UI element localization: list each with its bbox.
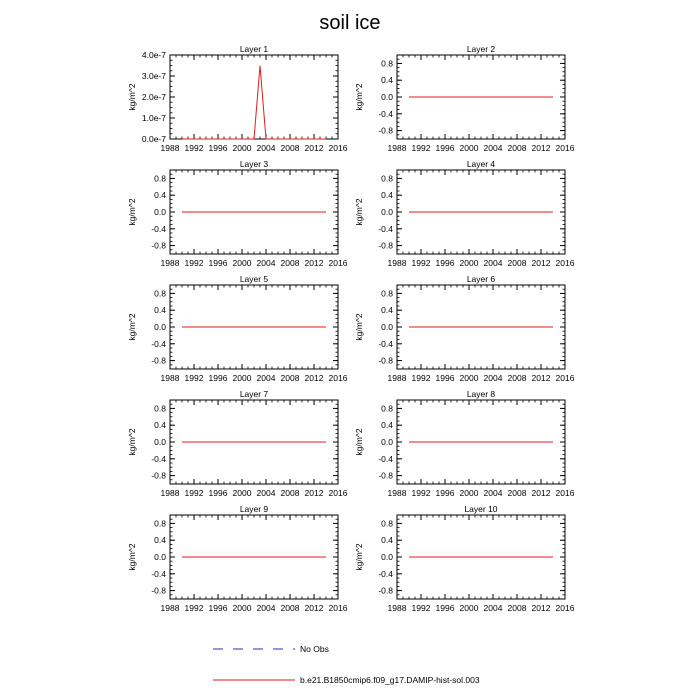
x-tick-label: 2004 xyxy=(256,373,276,383)
y-tick-label: -0.4 xyxy=(151,223,166,234)
x-tick-label: 2000 xyxy=(232,258,252,268)
panel-7 xyxy=(127,389,348,498)
legend xyxy=(213,644,480,685)
y-tick-label: -0.4 xyxy=(378,108,393,119)
x-tick-label: 2012 xyxy=(304,603,324,613)
panel-10 xyxy=(354,504,575,613)
x-tick-label: 1988 xyxy=(387,603,407,613)
x-tick-label: 1996 xyxy=(208,603,228,613)
x-tick-label: 2000 xyxy=(232,373,252,383)
x-tick-label: 2016 xyxy=(555,143,575,153)
x-tick-label: 2016 xyxy=(328,488,348,498)
x-tick-label: 2016 xyxy=(328,603,348,613)
x-tick-label: 2004 xyxy=(256,143,276,153)
y-tick-label: -0.8 xyxy=(378,355,393,366)
x-tick-label: 2000 xyxy=(459,373,479,383)
y-tick-label: 0.0 xyxy=(381,552,393,562)
panel-title: Layer 5 xyxy=(239,274,269,284)
x-tick-label: 2008 xyxy=(280,373,300,383)
x-tick-label: 2008 xyxy=(280,258,300,268)
y-tick-label: 0.0 xyxy=(154,552,166,562)
x-tick-label: 1992 xyxy=(184,603,204,613)
y-tick-label: 0.0 xyxy=(154,437,166,447)
panel-4 xyxy=(354,159,575,268)
y-tick-label: 0.0 xyxy=(381,322,393,332)
x-tick-label: 2012 xyxy=(304,143,324,153)
x-tick-label: 1992 xyxy=(411,488,431,498)
panel-title: Layer 7 xyxy=(239,389,269,399)
y-tick-label: 0.0 xyxy=(154,207,166,217)
panel-8 xyxy=(354,389,575,498)
x-tick-label: 2004 xyxy=(483,258,503,268)
y-tick-label: 0.0 xyxy=(381,92,393,102)
y-tick-label: 0.8 xyxy=(381,518,393,529)
x-tick-label: 2000 xyxy=(459,603,479,613)
y-tick-label: 0.4 xyxy=(381,305,393,316)
x-tick-label: 2008 xyxy=(507,488,527,498)
x-tick-label: 1992 xyxy=(411,373,431,383)
y-axis-label: kg/m^2 xyxy=(354,313,364,341)
panel-5 xyxy=(127,274,348,383)
x-tick-label: 1996 xyxy=(208,373,228,383)
y-axis-label: kg/m^2 xyxy=(354,198,364,226)
panel-3 xyxy=(127,159,348,268)
model-series-line xyxy=(182,66,326,140)
y-axis-label: kg/m^2 xyxy=(127,313,137,341)
y-tick-label: 0.8 xyxy=(154,403,166,414)
y-tick-label: -0.8 xyxy=(151,240,166,251)
x-tick-label: 1996 xyxy=(435,373,455,383)
panel-9 xyxy=(127,504,348,613)
x-tick-label: 2004 xyxy=(256,488,276,498)
x-tick-label: 1996 xyxy=(208,258,228,268)
x-tick-label: 1988 xyxy=(387,258,407,268)
y-tick-label: -0.4 xyxy=(378,223,393,234)
x-tick-label: 2000 xyxy=(459,143,479,153)
y-tick-label: 0.0 xyxy=(381,437,393,447)
x-tick-label: 1988 xyxy=(160,143,180,153)
y-tick-label: 4.0e-7 xyxy=(141,50,166,60)
panel-title: Layer 1 xyxy=(239,44,269,54)
x-tick-label: 1988 xyxy=(160,603,180,613)
x-tick-label: 1992 xyxy=(184,258,204,268)
y-tick-label: -0.8 xyxy=(151,470,166,481)
x-tick-label: 2012 xyxy=(304,258,324,268)
x-tick-label: 2008 xyxy=(507,258,527,268)
y-tick-label: -0.4 xyxy=(151,568,166,579)
y-tick-label: 0.4 xyxy=(381,190,393,201)
x-tick-label: 2000 xyxy=(232,488,252,498)
y-tick-label: 0.0 xyxy=(381,207,393,217)
x-tick-label: 1988 xyxy=(387,488,407,498)
x-tick-label: 2000 xyxy=(459,488,479,498)
y-tick-label: -0.4 xyxy=(151,338,166,349)
y-tick-label: 0.4 xyxy=(154,420,166,431)
panel-title: Layer 2 xyxy=(466,44,496,54)
x-tick-label: 1992 xyxy=(184,488,204,498)
y-tick-label: 0.8 xyxy=(381,173,393,184)
y-tick-label: 0.8 xyxy=(381,58,393,69)
y-tick-label: -0.8 xyxy=(378,240,393,251)
y-tick-label: -0.4 xyxy=(378,338,393,349)
x-tick-label: 2016 xyxy=(328,258,348,268)
x-tick-label: 2004 xyxy=(483,373,503,383)
x-tick-label: 2012 xyxy=(531,603,551,613)
x-tick-label: 2004 xyxy=(256,603,276,613)
x-tick-label: 2000 xyxy=(232,143,252,153)
x-tick-label: 2008 xyxy=(280,143,300,153)
y-axis-label: kg/m^2 xyxy=(354,543,364,571)
x-tick-label: 1992 xyxy=(411,258,431,268)
x-tick-label: 1988 xyxy=(387,373,407,383)
x-tick-label: 2012 xyxy=(304,488,324,498)
x-tick-label: 1996 xyxy=(435,143,455,153)
x-tick-label: 2012 xyxy=(531,258,551,268)
y-tick-label: 0.8 xyxy=(381,403,393,414)
y-tick-label: -0.8 xyxy=(378,125,393,136)
x-tick-label: 1996 xyxy=(435,488,455,498)
x-tick-label: 1988 xyxy=(160,373,180,383)
y-axis-label: kg/m^2 xyxy=(354,83,364,111)
y-tick-label: 0.4 xyxy=(381,420,393,431)
x-tick-label: 1992 xyxy=(184,373,204,383)
x-tick-label: 2004 xyxy=(256,258,276,268)
y-tick-label: -0.4 xyxy=(378,568,393,579)
y-axis-label: kg/m^2 xyxy=(127,428,137,456)
x-tick-label: 2008 xyxy=(280,603,300,613)
x-tick-label: 2008 xyxy=(507,373,527,383)
x-tick-label: 2016 xyxy=(555,603,575,613)
x-tick-label: 2000 xyxy=(459,258,479,268)
panel-title: Layer 4 xyxy=(466,159,496,169)
y-tick-label: 0.0e-7 xyxy=(141,134,166,144)
x-tick-label: 2012 xyxy=(531,143,551,153)
y-tick-label: 0.8 xyxy=(154,288,166,299)
panel-title: Layer 9 xyxy=(239,504,269,514)
y-tick-label: 0.4 xyxy=(154,190,166,201)
x-tick-label: 1992 xyxy=(411,603,431,613)
x-tick-label: 1992 xyxy=(184,143,204,153)
x-tick-label: 2000 xyxy=(232,603,252,613)
panel-2 xyxy=(354,44,575,153)
panel-title: Layer 8 xyxy=(466,389,496,399)
y-axis-label: kg/m^2 xyxy=(127,543,137,571)
x-tick-label: 2004 xyxy=(483,143,503,153)
x-tick-label: 2016 xyxy=(555,488,575,498)
y-axis-label: kg/m^2 xyxy=(127,198,137,226)
y-axis-label: kg/m^2 xyxy=(127,83,137,111)
y-tick-label: -0.4 xyxy=(151,453,166,464)
y-tick-label: 0.8 xyxy=(381,288,393,299)
x-tick-label: 2004 xyxy=(483,603,503,613)
x-tick-label: 1988 xyxy=(160,258,180,268)
x-tick-label: 2008 xyxy=(280,488,300,498)
y-tick-label: -0.4 xyxy=(378,453,393,464)
x-tick-label: 2012 xyxy=(304,373,324,383)
y-tick-label: 2.0e-7 xyxy=(141,92,166,102)
x-tick-label: 2012 xyxy=(531,488,551,498)
x-tick-label: 2016 xyxy=(555,258,575,268)
x-tick-label: 1992 xyxy=(411,143,431,153)
y-tick-label: 0.8 xyxy=(154,173,166,184)
plot-frame xyxy=(170,55,338,139)
y-tick-label: 1.0e-7 xyxy=(141,113,166,123)
x-tick-label: 2016 xyxy=(328,143,348,153)
x-tick-label: 1996 xyxy=(435,258,455,268)
y-tick-label: 0.4 xyxy=(381,535,393,546)
x-tick-label: 1996 xyxy=(208,143,228,153)
y-tick-label: -0.8 xyxy=(151,355,166,366)
y-tick-label: 0.4 xyxy=(381,75,393,86)
x-tick-label: 2012 xyxy=(531,373,551,383)
panel-title: Layer 10 xyxy=(464,504,498,514)
y-tick-label: 0.0 xyxy=(154,322,166,332)
y-tick-label: -0.8 xyxy=(378,470,393,481)
panel-6 xyxy=(354,274,575,383)
x-tick-label: 2008 xyxy=(507,143,527,153)
x-tick-label: 2008 xyxy=(507,603,527,613)
y-tick-label: -0.8 xyxy=(378,585,393,596)
panel-title: Layer 3 xyxy=(239,159,269,169)
x-tick-label: 2016 xyxy=(555,373,575,383)
y-tick-label: 3.0e-7 xyxy=(141,71,166,81)
y-tick-label: -0.8 xyxy=(151,585,166,596)
y-tick-label: 0.8 xyxy=(154,518,166,529)
legend-model-label: b.e21.B1850cmip6.f09_g17.DAMIP-hist-sol.003 xyxy=(300,675,480,685)
y-tick-label: 0.4 xyxy=(154,535,166,546)
x-tick-label: 1988 xyxy=(160,488,180,498)
x-tick-label: 2016 xyxy=(328,373,348,383)
legend-obs-label: No Obs xyxy=(300,644,329,654)
panels xyxy=(127,44,575,613)
x-tick-label: 1988 xyxy=(387,143,407,153)
y-axis-label: kg/m^2 xyxy=(354,428,364,456)
y-tick-label: 0.4 xyxy=(154,305,166,316)
x-tick-label: 2004 xyxy=(483,488,503,498)
panel-1 xyxy=(127,44,348,153)
figure-title: soil ice xyxy=(319,12,381,34)
panel-title: Layer 6 xyxy=(466,274,496,284)
x-tick-label: 1996 xyxy=(208,488,228,498)
x-tick-label: 1996 xyxy=(435,603,455,613)
